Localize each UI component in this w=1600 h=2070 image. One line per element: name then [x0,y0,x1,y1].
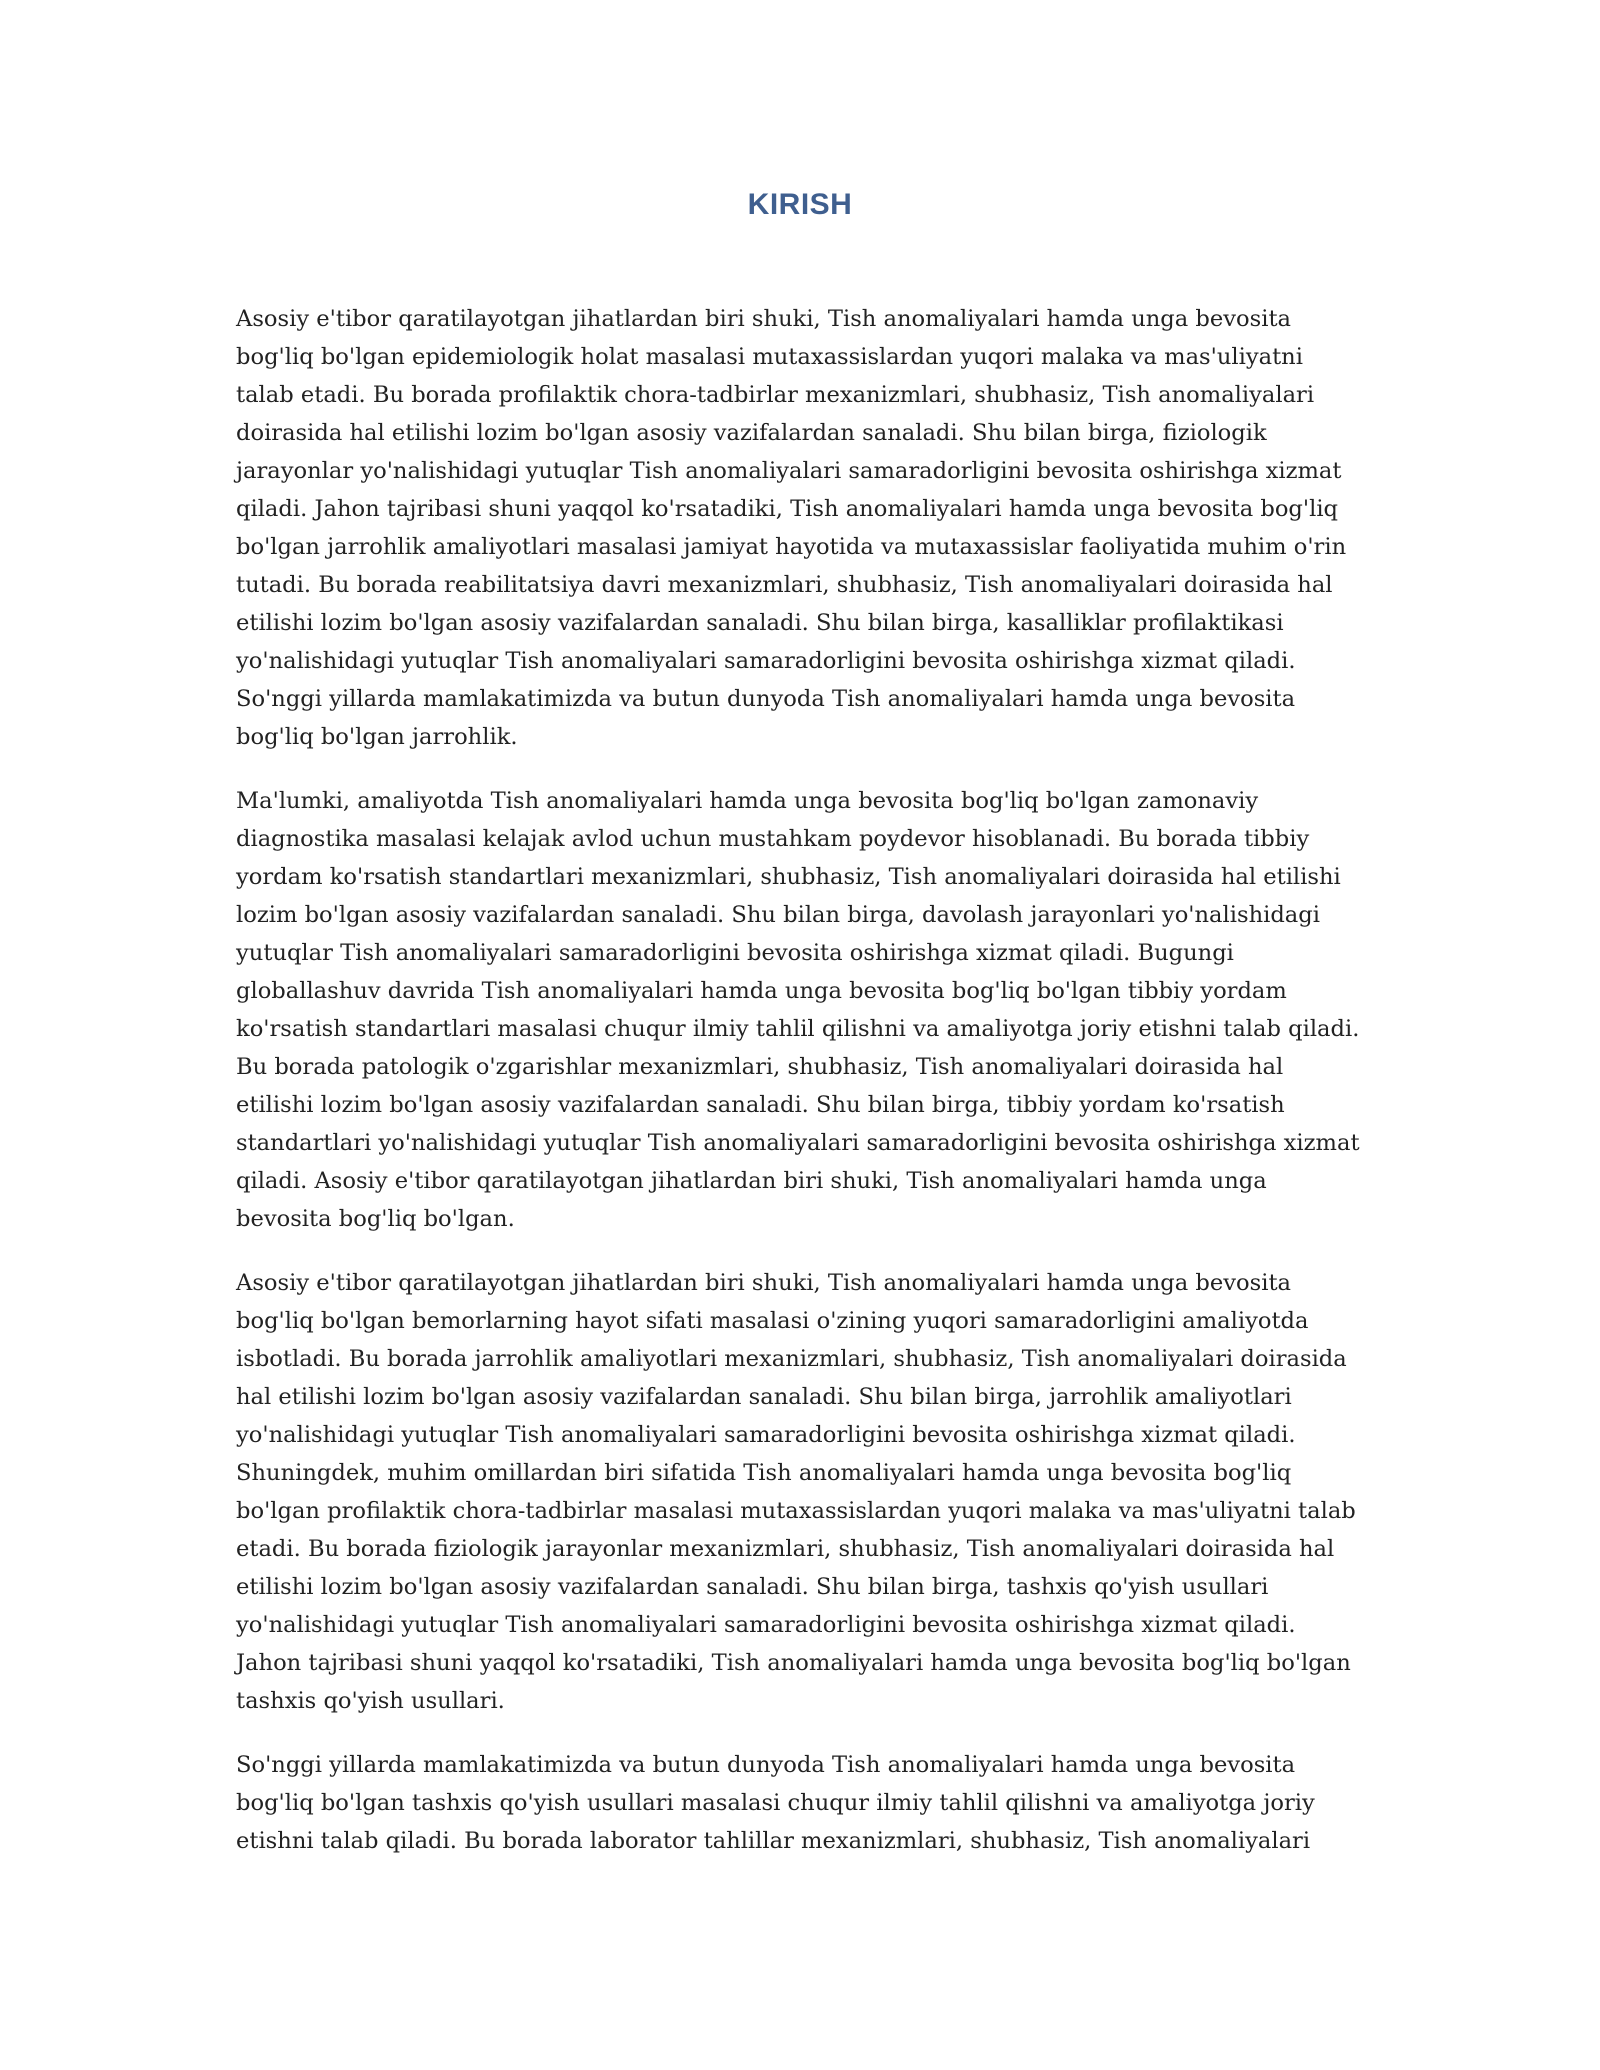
paragraph: Asosiy e'tibor qaratilayotgan jihatlardan biri shuki, Tish anomaliyalari hamda unga bevosita bog'liq bo'lgan bemorlarning hayot sifati masalasi o'zining yuqori samaradorligini amaliyotda isbotladi. Bu borada jarrohlik amaliyotlari mexanizmlari, shubhasiz, Tish anomaliyalari doirasida hal etilishi lozim bo'lgan asosiy vazifalardan sanaladi. Shu bilan birga, jarrohlik amaliyotlari yo'nalishidagi yutuqlar Tish anomaliyalari samaradorligini bevosita oshirishga xizmat qiladi. Shuningdek, muhim omillardan biri sifatida Tish anomaliyalari hamda unga bevosita bog'liq bo'lgan profilaktik chora-tadbirlar masalasi mutaxassislardan yuqori malaka va mas'uliyatni talab etadi. Bu borada fiziologik jarayonlar mexanizmlari, shubhasiz, Tish anomaliyalari doirasida hal etilishi lozim bo'lgan asosiy vazifalardan sanaladi. Shu bilan birga, tashxis qo'yish usullari yo'nalishidagi yutuqlar Tish anomaliyalari samaradorligini bevosita oshirishga xizmat qiladi. Jahon tajribasi shuni yaqqol ko'rsatadiki, Tish anomaliyalari hamda unga bevosita bog'liq bo'lgan tashxis qo'yish usullari. [236,1270,1356,1714]
paragraph: So'nggi yillarda mamlakatimizda va butun dunyoda Tish anomaliyalari hamda unga bevosita bog'liq bo'lgan tashxis qo'yish usullari masalasi chuqur ilmiy tahlil qilishni va amaliyotga joriy etishni talab qiladi. Bu borada laborator tahlillar mexanizmlari, shubhasiz, Tish anomaliyalari [236,1752,1315,1854]
page-title: KIRISH [747,188,853,221]
document-body [236,300,1366,1886]
paragraph: Ma'lumki, amaliyotda Tish anomaliyalari hamda unga bevosita bog'liq bo'lgan zamonaviy diagnostika masalasi kelajak avlod uchun mustahkam poydevor hisoblanadi. Bu borada tibbiy yordam ko'rsatish standartlari mexanizmlari, shubhasiz, Tish anomaliyalari doirasida hal etilishi lozim bo'lgan asosiy vazifalardan sanaladi. Shu bilan birga, davolash jarayonlari yo'nalishidagi yutuqlar Tish anomaliyalari samaradorligini bevosita oshirishga xizmat qiladi. Bugungi globallashuv davrida Tish anomaliyalari hamda unga bevosita bog'liq bo'lgan tibbiy yordam ko'rsatish standartlari masalasi chuqur ilmiy tahlil qilishni va amaliyotga joriy etishni talab qiladi. Bu borada patologik o'zgarishlar mexanizmlari, shubhasiz, Tish anomaliyalari doirasida hal etilishi lozim bo'lgan asosiy vazifalardan sanaladi. Shu bilan birga, tibbiy yordam ko'rsatish standartlari yo'nalishidagi yutuqlar Tish anomaliyalari samaradorligini bevosita oshirishga xizmat qiladi. Asosiy e'tibor qaratilayotgan jihatlardan biri shuki, Tish anomaliyalari hamda unga bevosita bog'liq bo'lgan. [236,788,1360,1232]
paragraph: Asosiy e'tibor qaratilayotgan jihatlardan biri shuki, Tish anomaliyalari hamda unga bevosita bog'liq bo'lgan epidemiologik holat masalasi mutaxassislardan yuqori malaka va mas'uliyatni talab etadi. Bu borada profilaktik chora-tadbirlar mexanizmlari, shubhasiz, Tish anomaliyalari doirasida hal etilishi lozim bo'lgan asosiy vazifalardan sanaladi. Shu bilan birga, fiziologik jarayonlar yo'nalishidagi yutuqlar Tish anomaliyalari samaradorligini bevosita oshirishga xizmat qiladi. Jahon tajribasi shuni yaqqol ko'rsatadiki, Tish anomaliyalari hamda unga bevosita bog'liq bo'lgan jarrohlik amaliyotlari masalasi jamiyat hayotida va mutaxassislar faoliyatida muhim o'rin tutadi. Bu borada reabilitatsiya davri mexanizmlari, shubhasiz, Tish anomaliyalari doirasida hal etilishi lozim bo'lgan asosiy vazifalardan sanaladi. Shu bilan birga, kasalliklar profilaktikasi yo'nalishidagi yutuqlar Tish anomaliyalari samaradorligini bevosita oshirishga xizmat qiladi. So'nggi yillarda mamlakatimizda va butun dunyoda Tish anomaliyalari hamda unga bevosita bog'liq bo'lgan jarrohlik. [236,306,1347,750]
